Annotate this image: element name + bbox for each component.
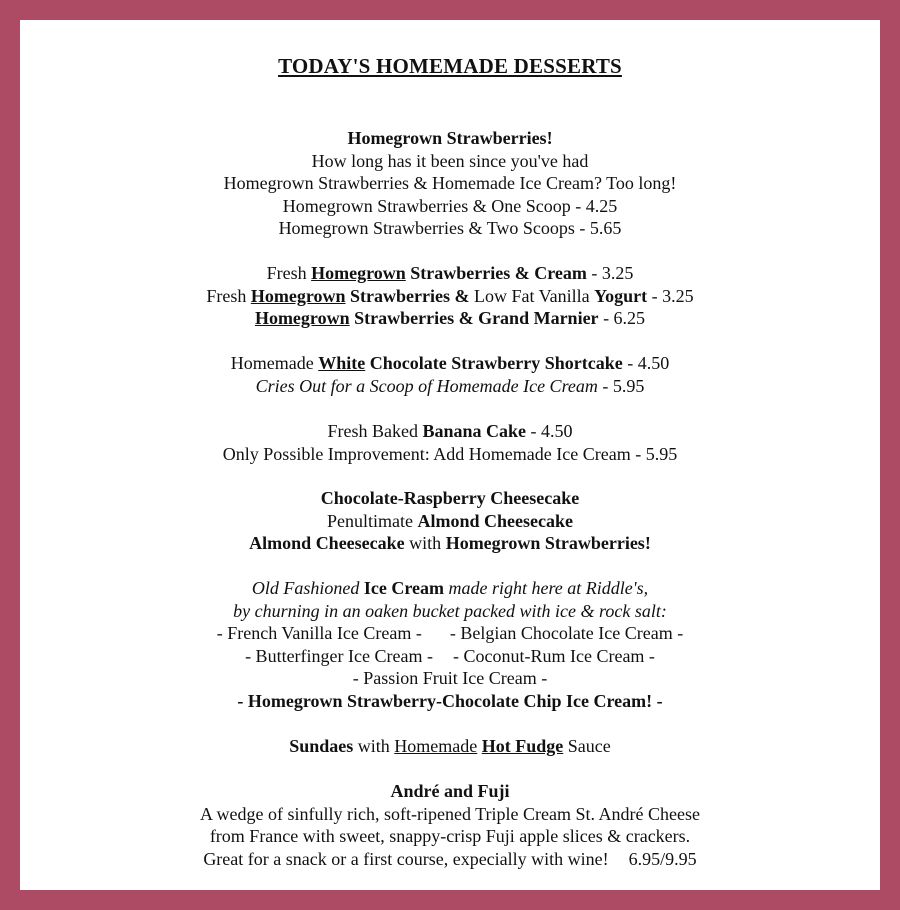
cheesecake-section — [20, 487, 880, 555]
ice-cream-flavors-1: - French Vanilla Ice Cream - - Belgian Chocolate Ice Cream - — [216, 623, 684, 644]
almond-cheesecake-strawberries: Almond Cheesecake with Homegrown Strawberries! — [249, 533, 651, 554]
andre-fuji-desc-3: Great for a snack or a first course, expecially with wine! 6.95/9.95 — [203, 848, 697, 869]
andre-fuji-desc-2: from France with sweet, snappy-crisp Fuji apple slices & crackers. — [209, 826, 691, 847]
strawberries-heading: Homegrown Strawberries! — [347, 128, 553, 148]
andre-fuji-section — [20, 780, 880, 870]
strawberries-cream-item: Fresh Homegrown Strawberries & Cream - 3.25 — [266, 263, 634, 283]
almond-cheesecake: Penultimate Almond Cheesecake — [327, 510, 573, 531]
strawberries-yogurt-item: Fresh Homegrown Strawberries & Low Fat Vanilla Yogurt - 3.25 — [206, 285, 694, 306]
andre-fuji-desc-1: A wedge of sinfully rich, soft-ripened Triple Cream St. André Cheese — [200, 803, 700, 824]
sundaes-item: Sundaes with Homemade Hot Fudge Sauce — [289, 736, 611, 756]
strawberries-two-scoops: Homegrown Strawberries & Two Scoops - 5.65 — [278, 218, 622, 239]
strawberries-line-2: Homegrown Strawberries & Homemade Ice Cream? Too long! — [223, 173, 677, 194]
shortcake-ice-cream-item: Cries Out for a Scoop of Homemade Ice Cream - 5.95 — [255, 375, 645, 396]
ice-cream-section — [20, 577, 880, 713]
strawberries-line-1: How long has it been since you've had — [311, 150, 589, 171]
andre-fuji-price: 6.95/9.95 — [628, 848, 697, 869]
ice-cream-flavors-4: - Homegrown Strawberry-Chocolate Chip Ice Cream! - — [237, 690, 663, 711]
andre-fuji-heading: André and Fuji — [390, 781, 510, 801]
strawberries-one-scoop: Homegrown Strawberries & One Scoop - 4.25 — [282, 195, 618, 216]
banana-cake-item: Fresh Baked Banana Cake - 4.50 — [327, 421, 573, 441]
ice-cream-flavors-2: - Butterfinger Ice Cream - - Coconut-Rum Ice Cream - — [245, 645, 655, 666]
shortcake-section — [20, 352, 880, 397]
banana-cake-improvement: Only Possible Improvement: Add Homemade Ice Cream - 5.95 — [222, 443, 678, 464]
ice-cream-flavors-3: - Passion Fruit Ice Cream - — [352, 668, 548, 689]
chocolate-raspberry-cheesecake: Chocolate-Raspberry Cheesecake — [320, 488, 580, 508]
page-title: TODAY'S HOMEMADE DESSERTS — [278, 54, 622, 78]
strawberries-grand-marnier-item: Homegrown Strawberries & Grand Marnier - 6.25 — [254, 308, 646, 329]
fresh-strawberries-section — [20, 262, 880, 330]
sundaes-section — [20, 735, 880, 758]
menu-page — [20, 20, 880, 890]
shortcake-item: Homemade White Chocolate Strawberry Shortcake - 4.50 — [230, 353, 670, 373]
ice-cream-intro-2: by churning in an oaken bucket packed with ice & rock salt: — [233, 600, 667, 621]
ice-cream-intro-1: Old Fashioned Ice Cream made right here at Riddle's, — [251, 578, 649, 598]
banana-cake-section — [20, 420, 880, 465]
strawberries-section — [20, 127, 880, 240]
